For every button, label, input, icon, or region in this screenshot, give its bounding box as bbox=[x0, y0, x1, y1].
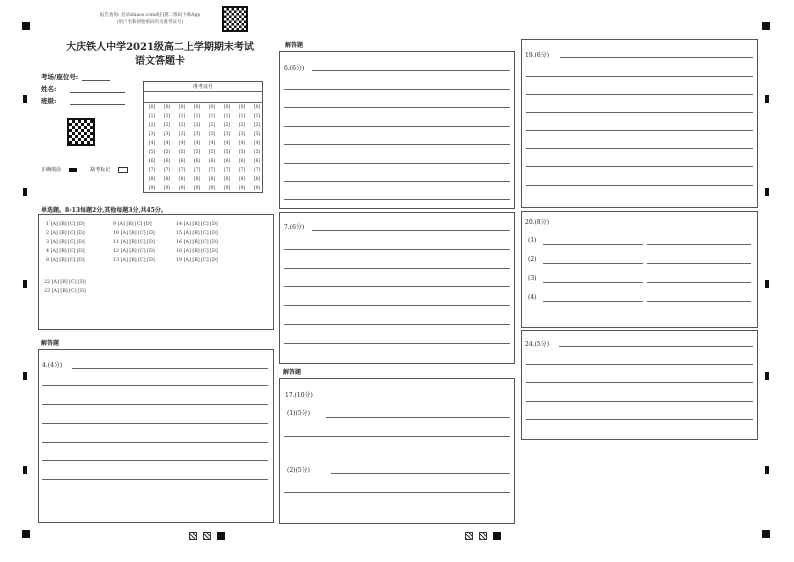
mcq-options[interactable]: [A] [B] [C] [D] bbox=[119, 240, 155, 245]
q7-answer-box[interactable] bbox=[279, 212, 515, 364]
admission-digit-column[interactable] bbox=[145, 103, 159, 193]
q20-part4-label: (4) bbox=[528, 294, 537, 301]
admission-digit-bubble[interactable]: [7] bbox=[208, 168, 216, 173]
exam-title: 大庆铁人中学2021级高二上学期期末考试 bbox=[66, 42, 254, 53]
download-qr-code bbox=[222, 6, 248, 32]
mcq-number: 2 bbox=[46, 231, 50, 236]
admission-digit-bubble[interactable]: [5] bbox=[208, 150, 216, 155]
admission-digit-bubble[interactable]: [8] bbox=[223, 177, 231, 182]
mcq-options[interactable]: [A] [B] [C] [D] bbox=[50, 289, 86, 294]
timing-mark bbox=[765, 466, 769, 474]
q19-writing-line bbox=[526, 76, 753, 77]
admission-digit-bubble[interactable]: [2] bbox=[193, 123, 201, 128]
admission-digit-bubble[interactable]: [6] bbox=[193, 159, 201, 164]
q20-answer-box[interactable] bbox=[521, 211, 758, 328]
corner-mark-tl bbox=[22, 22, 30, 30]
q6-writing-line bbox=[284, 163, 510, 164]
admission-digit-column[interactable] bbox=[160, 103, 174, 193]
section-title-answer: 解答题 bbox=[41, 340, 60, 347]
mcq-item[interactable] bbox=[176, 249, 218, 254]
admission-digit-bubble[interactable]: [1] bbox=[148, 114, 156, 119]
admission-digit-bubble[interactable]: [1] bbox=[253, 114, 261, 119]
mcq-options[interactable]: [A] [B] [C] [D] bbox=[182, 222, 218, 227]
q19-writing-line bbox=[526, 112, 753, 113]
admission-digit-bubble[interactable]: [2] bbox=[253, 123, 261, 128]
mcq-number: 19 bbox=[176, 258, 183, 263]
class-field[interactable] bbox=[41, 96, 125, 105]
mcq-number: 15 bbox=[176, 231, 183, 236]
admission-digit-bubble[interactable]: [6] bbox=[253, 159, 261, 164]
q17-part1-label: (1)(5分) bbox=[287, 410, 310, 417]
q7-writing-line bbox=[312, 230, 510, 231]
q24-label: 24.(5分) bbox=[525, 341, 550, 348]
admission-digit-bubble[interactable]: [6] bbox=[223, 159, 231, 164]
mcq-options[interactable]: [A] [B] [C] [D] bbox=[119, 249, 155, 254]
mcq-item[interactable] bbox=[113, 249, 155, 254]
admission-digit-bubble[interactable]: [5] bbox=[253, 150, 261, 155]
q6-writing-line bbox=[284, 181, 510, 182]
q24-writing-line bbox=[526, 401, 753, 402]
report-notice: 报告查询: 登录shiaos.com或扫描二维码下载App bbox=[99, 13, 201, 18]
timing-mark bbox=[23, 280, 27, 288]
q17-writing-line bbox=[331, 473, 510, 474]
admission-digit-bubble[interactable]: [7] bbox=[253, 168, 261, 173]
mcq-options[interactable]: [A] [B] [C] [D] bbox=[50, 280, 86, 285]
name-field[interactable] bbox=[41, 84, 125, 93]
q20-writing-line bbox=[647, 301, 751, 302]
correct-fill-sample bbox=[69, 168, 77, 172]
q4-writing-line bbox=[42, 385, 268, 386]
admission-digit-bubble[interactable]: [0] bbox=[223, 105, 231, 110]
admission-digit-bubble[interactable]: [7] bbox=[178, 168, 186, 173]
admission-label: 准考证号 bbox=[192, 84, 213, 90]
admission-digit-bubble[interactable]: [4] bbox=[163, 141, 171, 146]
q19-writing-line bbox=[560, 57, 753, 58]
mcq-options[interactable]: [A] [B] [C] [D] bbox=[49, 222, 85, 227]
q19-writing-line bbox=[526, 130, 753, 131]
admission-digit-bubble[interactable]: [1] bbox=[163, 114, 171, 119]
mcq-item[interactable] bbox=[46, 249, 85, 254]
mcq-item[interactable] bbox=[44, 280, 86, 285]
admission-digit-bubble[interactable]: [5] bbox=[193, 150, 201, 155]
admission-digit-bubble[interactable]: [2] bbox=[238, 123, 246, 128]
admission-digit-column[interactable] bbox=[205, 103, 219, 193]
q19-writing-line bbox=[526, 148, 753, 149]
admission-digit-bubble[interactable]: [0] bbox=[193, 105, 201, 110]
q19-label: 19.(6分) bbox=[525, 52, 550, 59]
admission-digit-bubble[interactable]: [8] bbox=[208, 177, 216, 182]
q4-label: 4.(4分) bbox=[42, 362, 63, 369]
mcq-options[interactable]: [A] [B] [C] [D] bbox=[182, 240, 218, 245]
corner-mark-tr bbox=[762, 22, 770, 30]
q20-writing-line bbox=[647, 244, 751, 245]
q7-writing-line bbox=[284, 249, 510, 250]
admission-digit-bubble[interactable]: [1] bbox=[178, 114, 186, 119]
q20-writing-line bbox=[543, 301, 643, 302]
q7-writing-line bbox=[284, 324, 510, 325]
admission-digit-bubble[interactable]: [5] bbox=[238, 150, 246, 155]
q17-answer-box[interactable] bbox=[279, 378, 515, 524]
admission-digit-bubble[interactable]: [6] bbox=[238, 159, 246, 164]
absent-mark-label: 缺考标记 bbox=[90, 167, 111, 173]
admission-digit-bubble[interactable]: [3] bbox=[178, 132, 186, 137]
q20-part2-label: (2) bbox=[528, 256, 537, 263]
mcq-item[interactable] bbox=[113, 240, 155, 245]
admission-digit-bubble[interactable]: [2] bbox=[178, 123, 186, 128]
q4-writing-line bbox=[72, 368, 268, 369]
q4-answer-box[interactable] bbox=[38, 349, 274, 523]
admission-digit-bubble[interactable]: [2] bbox=[223, 123, 231, 128]
admission-digit-bubble[interactable]: [6] bbox=[178, 159, 186, 164]
admission-digit-bubble[interactable]: [8] bbox=[253, 177, 261, 182]
mcq-title: 单选题。8-13每题2分,其他每题3分,共45分。 bbox=[41, 207, 167, 214]
timing-mark bbox=[765, 188, 769, 196]
q24-writing-line bbox=[559, 346, 753, 347]
timing-mark bbox=[765, 372, 769, 380]
q6-answer-box[interactable] bbox=[279, 51, 515, 209]
admission-digit-column[interactable] bbox=[235, 103, 249, 193]
page-code-square bbox=[493, 532, 501, 540]
mcq-item[interactable] bbox=[176, 231, 218, 236]
q6-writing-line bbox=[312, 70, 510, 71]
section-title-answer: 解答题 bbox=[283, 369, 302, 376]
q6-writing-line bbox=[284, 199, 510, 200]
login-notice: (用户名和初始密码均为准考证号) bbox=[116, 20, 184, 25]
q4-writing-line bbox=[42, 460, 268, 461]
mcq-options[interactable]: [A] [B] [C] [D] bbox=[182, 249, 218, 254]
admission-digit-bubble[interactable]: [9] bbox=[208, 186, 216, 191]
q17-writing-line bbox=[284, 492, 510, 493]
admission-digit-bubble[interactable]: [3] bbox=[253, 132, 261, 137]
admission-digit-bubble[interactable]: [6] bbox=[208, 159, 216, 164]
admission-digit-bubble[interactable]: [0] bbox=[163, 105, 171, 110]
mcq-item[interactable] bbox=[44, 289, 86, 294]
admission-digit-bubble[interactable]: [4] bbox=[208, 141, 216, 146]
admission-digit-bubble[interactable]: [7] bbox=[148, 168, 156, 173]
admission-digit-bubble[interactable]: [7] bbox=[223, 168, 231, 173]
q20-writing-line bbox=[543, 244, 643, 245]
page-code-square bbox=[479, 532, 487, 540]
page-code-square bbox=[203, 532, 211, 540]
mcq-number: 16 bbox=[176, 240, 183, 245]
name-label: 姓名: bbox=[41, 85, 57, 93]
mcq-options[interactable]: [A] [B] [C] [D] bbox=[119, 231, 155, 236]
correct-fill-label: 正确填涂 bbox=[41, 167, 62, 173]
admission-digit-bubble[interactable]: [7] bbox=[163, 168, 171, 173]
mcq-options[interactable]: [A] [B] [C] [D] bbox=[49, 231, 85, 236]
admission-digit-bubble[interactable]: [2] bbox=[163, 123, 171, 128]
admission-digit-bubble[interactable]: [8] bbox=[193, 177, 201, 182]
mcq-item[interactable] bbox=[46, 222, 85, 227]
admission-digit-bubble[interactable]: [7] bbox=[238, 168, 246, 173]
admission-digit-bubble[interactable]: [5] bbox=[148, 150, 156, 155]
q4-writing-line bbox=[42, 423, 268, 424]
admission-digit-bubble[interactable]: [0] bbox=[208, 105, 216, 110]
mcq-number: 9 bbox=[113, 222, 117, 227]
mcq-number: 22 bbox=[44, 280, 51, 285]
section-title-answer: 解答题 bbox=[285, 42, 304, 49]
q24-writing-line bbox=[526, 419, 753, 420]
admission-digit-bubble[interactable]: [8] bbox=[178, 177, 186, 182]
timing-mark bbox=[23, 188, 27, 196]
q6-writing-line bbox=[284, 89, 510, 90]
q17-writing-line bbox=[326, 417, 510, 418]
admission-digit-bubble[interactable]: [0] bbox=[178, 105, 186, 110]
admission-digit-bubble[interactable]: [9] bbox=[163, 186, 171, 191]
fill-legend bbox=[41, 166, 128, 173]
admission-digit-bubble[interactable]: [1] bbox=[223, 114, 231, 119]
mcq-number: 18 bbox=[176, 249, 183, 254]
admission-digit-bubble[interactable]: [4] bbox=[148, 141, 156, 146]
admission-digit-bubble[interactable]: [2] bbox=[148, 123, 156, 128]
mcq-number: 3 bbox=[46, 240, 50, 245]
q19-answer-box[interactable] bbox=[521, 39, 758, 208]
mcq-item[interactable] bbox=[176, 222, 218, 227]
timing-mark bbox=[765, 95, 769, 103]
q17-writing-line bbox=[284, 436, 510, 437]
admission-digit-bubble[interactable]: [1] bbox=[208, 114, 216, 119]
q7-writing-line bbox=[284, 343, 510, 344]
admission-digit-bubble[interactable]: [9] bbox=[223, 186, 231, 191]
mcq-number: 13 bbox=[113, 258, 120, 263]
page-code-square bbox=[189, 532, 197, 540]
q20-writing-line bbox=[647, 282, 751, 283]
card-title: 语文答题卡 bbox=[135, 56, 185, 67]
timing-mark bbox=[765, 280, 769, 288]
q24-writing-line bbox=[526, 364, 753, 365]
candidate-qr-code bbox=[67, 118, 95, 146]
admission-digit-bubble[interactable]: [1] bbox=[238, 114, 246, 119]
admission-digit-bubble[interactable]: [0] bbox=[148, 105, 156, 110]
timing-mark bbox=[23, 466, 27, 474]
admission-digit-bubble[interactable]: [3] bbox=[208, 132, 216, 137]
timing-mark bbox=[23, 95, 27, 103]
admission-digit-bubble[interactable]: [4] bbox=[178, 141, 186, 146]
q6-writing-line bbox=[284, 144, 510, 145]
mcq-item[interactable] bbox=[113, 222, 152, 227]
q20-writing-line bbox=[647, 263, 751, 264]
mcq-item[interactable] bbox=[176, 240, 218, 245]
mcq-options[interactable]: [A] [B] [C] [D] bbox=[49, 240, 85, 245]
admission-digit-bubble[interactable]: [1] bbox=[193, 114, 201, 119]
mcq-item[interactable] bbox=[113, 231, 155, 236]
mcq-item[interactable] bbox=[176, 258, 218, 263]
mcq-item[interactable] bbox=[46, 240, 85, 245]
mcq-item[interactable] bbox=[113, 258, 155, 263]
admission-digit-bubble[interactable]: [2] bbox=[208, 123, 216, 128]
timing-mark bbox=[23, 372, 27, 380]
mcq-number: 10 bbox=[113, 231, 120, 236]
exam-room-field[interactable] bbox=[41, 72, 110, 81]
q7-writing-line bbox=[284, 286, 510, 287]
q4-writing-line bbox=[42, 479, 268, 480]
mcq-options[interactable]: [A] [B] [C] [D] bbox=[182, 258, 218, 263]
mcq-number: 23 bbox=[44, 289, 51, 294]
mcq-options[interactable]: [A] [B] [C] [D] bbox=[182, 231, 218, 236]
q24-writing-line bbox=[526, 382, 753, 383]
mcq-number: 11 bbox=[113, 240, 120, 245]
admission-digit-bubble[interactable]: [3] bbox=[193, 132, 201, 137]
admission-digit-bubble[interactable]: [3] bbox=[148, 132, 156, 137]
admission-digit-bubble[interactable]: [9] bbox=[238, 186, 246, 191]
page-code-square bbox=[465, 532, 473, 540]
q19-writing-line bbox=[526, 185, 753, 186]
mcq-number: 4 bbox=[46, 249, 50, 254]
admission-digit-bubble[interactable]: [9] bbox=[148, 186, 156, 191]
q19-writing-line bbox=[526, 94, 753, 95]
admission-digit-bubble[interactable]: [4] bbox=[238, 141, 246, 146]
admission-digit-bubble[interactable]: [4] bbox=[253, 141, 261, 146]
corner-mark-br bbox=[762, 530, 770, 538]
q6-writing-line bbox=[284, 107, 510, 108]
mcq-number: 8 bbox=[46, 258, 50, 263]
admission-digit-bubble[interactable]: [7] bbox=[193, 168, 201, 173]
q6-writing-line bbox=[284, 126, 510, 127]
q7-label: 7.(6分) bbox=[284, 224, 305, 231]
admission-digit-bubble[interactable]: [9] bbox=[193, 186, 201, 191]
admission-digit-column[interactable] bbox=[175, 103, 189, 193]
mcq-options[interactable]: [A] [B] [C] [D] bbox=[49, 249, 85, 254]
q19-writing-line bbox=[526, 166, 753, 167]
admission-digit-bubble[interactable]: [0] bbox=[238, 105, 246, 110]
q20-label: 20.(8分) bbox=[525, 219, 550, 226]
admission-digit-bubble[interactable]: [8] bbox=[163, 177, 171, 182]
admission-digit-bubble[interactable]: [5] bbox=[223, 150, 231, 155]
admission-digit-bubble[interactable]: [9] bbox=[178, 186, 186, 191]
q7-writing-line bbox=[284, 268, 510, 269]
admission-digit-bubble[interactable]: [0] bbox=[253, 105, 261, 110]
admission-digit-bubble[interactable]: [6] bbox=[148, 159, 156, 164]
mcq-item[interactable] bbox=[46, 258, 85, 263]
admission-digit-bubble[interactable]: [3] bbox=[238, 132, 246, 137]
admission-digit-bubble[interactable]: [8] bbox=[148, 177, 156, 182]
class-label: 班级: bbox=[41, 97, 57, 105]
absent-mark-box[interactable] bbox=[118, 167, 128, 173]
mcq-options[interactable]: [A] [B] [C] [D] bbox=[49, 258, 85, 263]
q20-part1-label: (1) bbox=[528, 237, 537, 244]
admission-digit-bubble[interactable]: [5] bbox=[163, 150, 171, 155]
q7-writing-line bbox=[284, 305, 510, 306]
q17-label: 17.(10分) bbox=[285, 392, 313, 399]
admission-digit-column[interactable] bbox=[190, 103, 204, 193]
q20-part3-label: (3) bbox=[528, 275, 537, 282]
mcq-options[interactable]: [A] [B] [C] [D] bbox=[119, 258, 155, 263]
exam-room-label: 考场/座位号: bbox=[41, 73, 79, 81]
mcq-options[interactable]: [A] [B] [C] [D] bbox=[116, 222, 152, 227]
admission-digit-bubble[interactable]: [4] bbox=[223, 141, 231, 146]
admission-digit-column[interactable] bbox=[250, 103, 264, 193]
admission-digit-bubble[interactable]: [5] bbox=[178, 150, 186, 155]
corner-mark-bl bbox=[22, 530, 30, 538]
admission-digit-bubble[interactable]: [9] bbox=[253, 186, 261, 191]
admission-digit-bubble[interactable]: [8] bbox=[238, 177, 246, 182]
admission-digit-bubble[interactable]: [4] bbox=[193, 141, 201, 146]
q20-writing-line bbox=[543, 282, 643, 283]
q4-writing-line bbox=[42, 404, 268, 405]
q4-writing-line bbox=[42, 442, 268, 443]
q6-label: 6.(6分) bbox=[284, 65, 305, 72]
mcq-number: 14 bbox=[176, 222, 183, 227]
page-code-square bbox=[217, 532, 225, 540]
mcq-number: 12 bbox=[113, 249, 120, 254]
admission-digit-bubble[interactable]: [3] bbox=[163, 132, 171, 137]
q20-writing-line bbox=[543, 263, 643, 264]
mcq-number: 1 bbox=[46, 222, 50, 227]
admission-digit-column[interactable] bbox=[220, 103, 234, 193]
q17-part2-label: (2)(5分) bbox=[287, 467, 310, 474]
admission-digit-bubble[interactable]: [3] bbox=[223, 132, 231, 137]
mcq-item[interactable] bbox=[46, 231, 85, 236]
admission-digit-bubble[interactable]: [6] bbox=[163, 159, 171, 164]
